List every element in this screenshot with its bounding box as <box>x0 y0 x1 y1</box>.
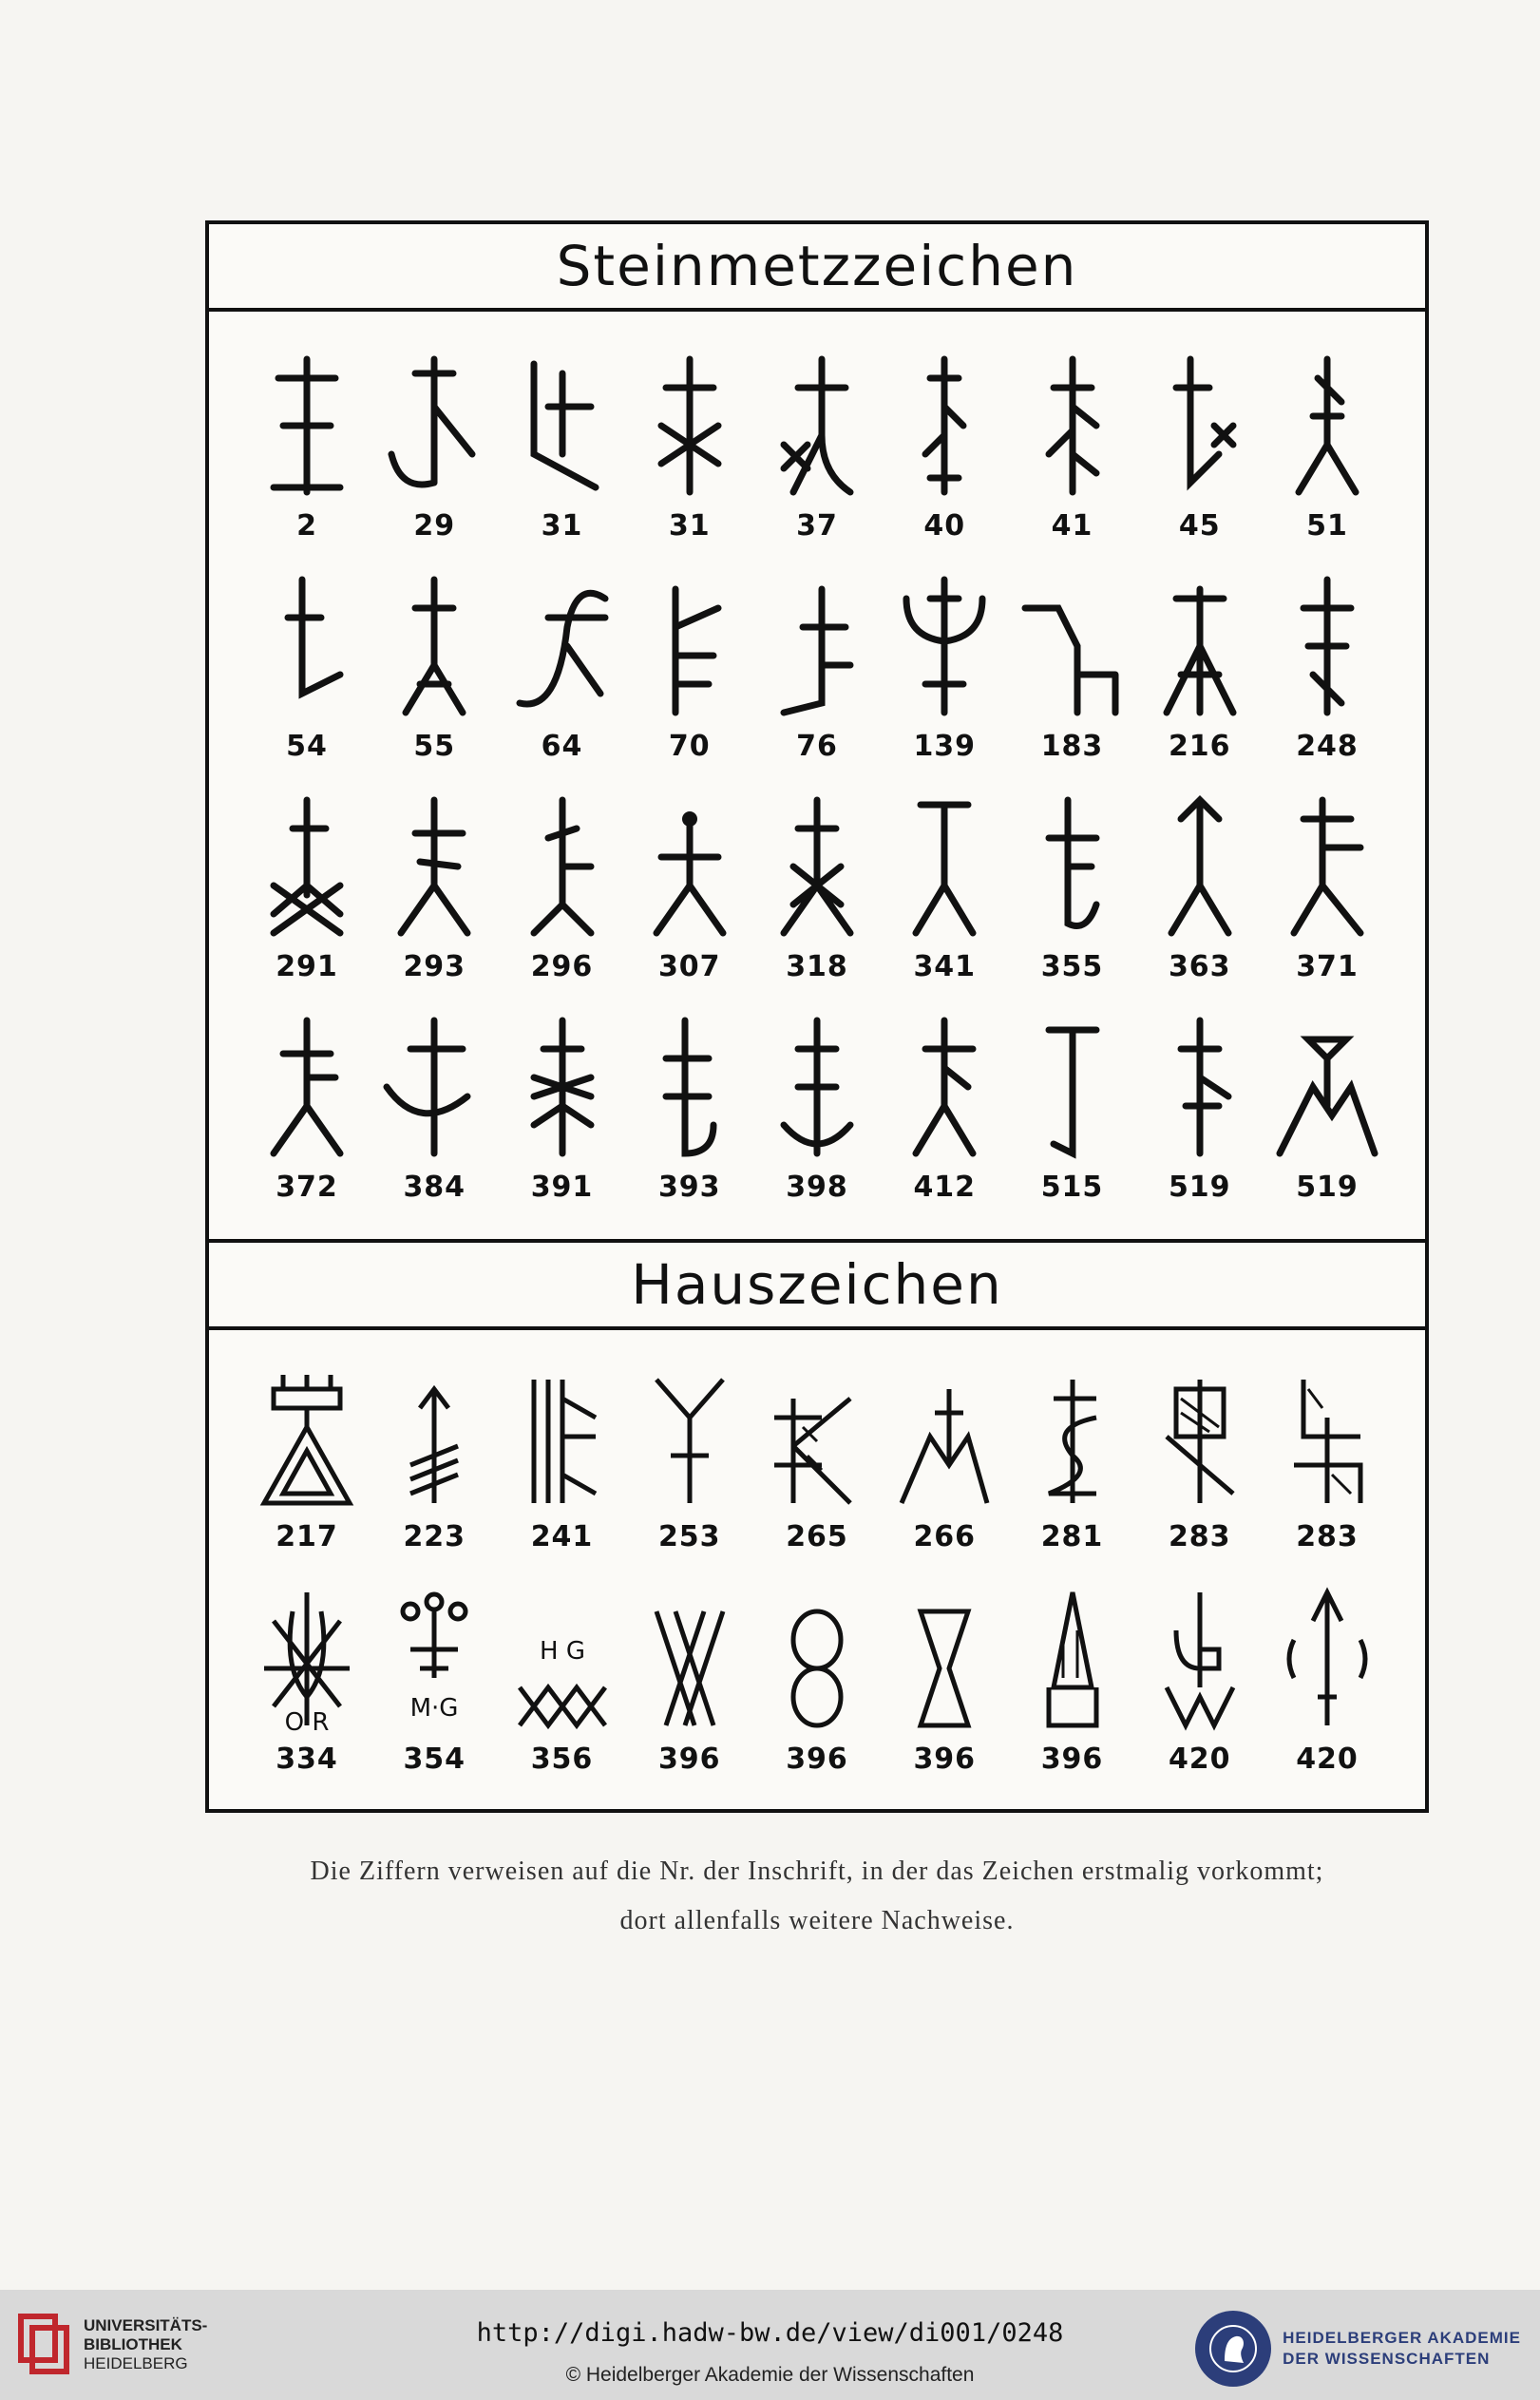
steinmetz-mark-number: 355 <box>1040 950 1104 983</box>
haus-mark-cell <box>374 1583 494 1805</box>
steinmetz-mark-cell <box>503 790 622 1011</box>
steinmetz-mark-cell <box>630 570 750 790</box>
steinmetz-mark-row <box>247 350 1387 570</box>
steinmetz-mark-glyph-icon <box>765 1011 869 1163</box>
steinmetz-mark-cell <box>757 570 877 790</box>
section-title-steinmetzzeichen: Steinmetzzeichen <box>209 224 1425 312</box>
steinmetz-mark-glyph-icon <box>1148 790 1252 943</box>
steinmetz-mark-number: 76 <box>796 730 838 763</box>
haus-mark-glyph-icon <box>1148 1361 1252 1513</box>
steinmetz-mark-number: 248 <box>1296 730 1359 763</box>
haus-mark-glyph-icon <box>1020 1583 1125 1735</box>
steinmetz-mark-glyph-icon <box>1148 1011 1252 1163</box>
haus-mark-cell <box>630 1361 750 1583</box>
haus-mark-glyph-icon <box>255 1361 359 1513</box>
steinmetz-mark-cell <box>1267 790 1387 1011</box>
steinmetz-mark-cell <box>503 350 622 570</box>
haus-mark-glyph-icon <box>637 1361 742 1513</box>
hadw-logo[interactable] <box>1195 2311 1521 2387</box>
steinmetz-mark-glyph-icon <box>382 790 486 943</box>
hadw-seal-icon <box>1195 2311 1271 2387</box>
steinmetz-mark-glyph-icon <box>1275 790 1379 943</box>
haus-mark-cell <box>1013 1361 1132 1583</box>
haus-mark-number: 356 <box>530 1743 594 1776</box>
steinmetz-mark-number: 2 <box>296 509 317 543</box>
plate-frame <box>205 220 1429 1813</box>
haus-mark-number: 217 <box>276 1520 338 1553</box>
steinmetz-mark-cell <box>1140 790 1260 1011</box>
ub-logo-line-3: HEIDELBERG <box>84 2354 188 2372</box>
steinmetz-mark-cell <box>884 570 1004 790</box>
steinmetz-mark-glyph-icon <box>1020 1011 1125 1163</box>
haus-mark-number: 396 <box>786 1743 848 1776</box>
hadw-logo-line-1: HEIDELBERGER AKADEMIE <box>1283 2329 1521 2347</box>
haus-mark-cell <box>247 1583 367 1805</box>
haus-mark-glyph-icon <box>765 1361 869 1513</box>
steinmetz-mark-glyph-icon <box>1148 570 1252 722</box>
steinmetz-mark-cell <box>1267 1011 1387 1231</box>
steinmetz-mark-cell <box>374 1011 494 1231</box>
haus-mark-cell <box>374 1361 494 1583</box>
steinmetz-mark-cell <box>503 570 622 790</box>
steinmetz-mark-glyph-icon <box>510 570 615 722</box>
steinmetz-mark-number: 55 <box>413 730 456 763</box>
steinmetz-mark-glyph-icon <box>1148 350 1252 502</box>
steinmetz-mark-number: 70 <box>668 730 711 763</box>
steinmetz-mark-number: 45 <box>1178 509 1221 543</box>
steinmetz-mark-number: 398 <box>786 1171 848 1204</box>
steinmetz-mark-cell <box>757 1011 877 1231</box>
steinmetz-mark-number: 318 <box>786 950 848 983</box>
haus-mark-number: 283 <box>1168 1520 1231 1553</box>
steinmetz-mark-number: 296 <box>530 950 594 983</box>
steinmetz-mark-glyph-icon <box>382 1011 486 1163</box>
steinmetz-mark-glyph-icon <box>637 350 742 502</box>
haus-mark-cell <box>1267 1361 1387 1583</box>
steinmetz-mark-number: 31 <box>541 509 583 543</box>
steinmetz-mark-number: 54 <box>286 730 328 763</box>
haus-mark-number: 266 <box>913 1520 977 1553</box>
haus-grid <box>247 1361 1387 1805</box>
haus-mark-number: 253 <box>657 1520 721 1553</box>
haus-mark-number: 281 <box>1040 1520 1104 1553</box>
steinmetz-mark-cell <box>247 350 367 570</box>
haus-mark-glyph-icon <box>510 1583 615 1735</box>
ub-logo-line-2: BIBLIOTHEK <box>84 2335 182 2353</box>
steinmetz-mark-number: 307 <box>657 950 721 983</box>
steinmetz-mark-number: 293 <box>403 950 466 983</box>
haus-mark-glyph-icon <box>382 1361 486 1513</box>
haus-mark-number: 354 <box>403 1743 466 1776</box>
mark-inscription: O R <box>284 1708 330 1735</box>
steinmetz-mark-number: 363 <box>1168 950 1231 983</box>
steinmetz-mark-glyph-icon <box>765 350 869 502</box>
steinmetz-mark-cell <box>1013 570 1132 790</box>
copyright-notice: © Heidelberger Akademie der Wissenschaften <box>565 2364 975 2386</box>
steinmetz-mark-row <box>247 790 1387 1011</box>
steinmetz-mark-number: 51 <box>1306 509 1348 543</box>
steinmetz-mark-cell <box>1013 790 1132 1011</box>
steinmetz-mark-number: 183 <box>1040 730 1104 763</box>
steinmetz-mark-cell <box>884 1011 1004 1231</box>
steinmetz-mark-cell <box>630 790 750 1011</box>
haus-mark-cell <box>1140 1583 1260 1805</box>
steinmetz-mark-glyph-icon <box>510 350 615 502</box>
steinmetz-mark-glyph-icon <box>382 350 486 502</box>
haus-mark-row <box>247 1583 1387 1805</box>
caption-line-2: dort allenfalls weitere Nachweise. <box>619 1906 1015 1935</box>
steinmetz-mark-glyph-icon <box>255 790 359 943</box>
permalink-url[interactable]: http://digi.hadw-bw.de/view/di001/0248 <box>476 2318 1064 2348</box>
steinmetz-mark-glyph-icon <box>892 790 997 943</box>
steinmetz-mark-glyph-icon <box>765 790 869 943</box>
steinmetz-mark-cell <box>374 350 494 570</box>
steinmetz-mark-number: 29 <box>413 509 456 543</box>
steinmetz-mark-glyph-icon <box>765 570 869 722</box>
steinmetz-mark-glyph-icon <box>255 1011 359 1163</box>
haus-mark-number: 396 <box>1040 1743 1104 1776</box>
haus-mark-glyph-icon <box>765 1583 869 1735</box>
section-title-hauszeichen: Hauszeichen <box>209 1239 1425 1330</box>
steinmetz-mark-cell <box>247 1011 367 1231</box>
steinmetz-mark-number: 393 <box>657 1171 721 1204</box>
haus-mark-glyph-icon <box>382 1583 486 1735</box>
plate-caption <box>205 1847 1429 1946</box>
haus-mark-number: 396 <box>657 1743 721 1776</box>
haus-mark-cell <box>1013 1583 1132 1805</box>
mark-inscription: H G <box>539 1637 585 1666</box>
steinmetz-mark-glyph-icon <box>1020 570 1125 722</box>
haus-mark-number: 241 <box>530 1520 594 1553</box>
steinmetz-mark-number: 515 <box>1040 1171 1104 1204</box>
haus-mark-cell <box>1140 1361 1260 1583</box>
steinmetz-mark-number: 41 <box>1051 509 1093 543</box>
steinmetz-mark-cell <box>247 570 367 790</box>
haus-mark-glyph-icon <box>892 1361 997 1513</box>
steinmetz-mark-cell <box>1140 570 1260 790</box>
steinmetz-mark-cell <box>757 350 877 570</box>
steinmetz-mark-cell <box>1140 350 1260 570</box>
haus-mark-cell <box>757 1361 877 1583</box>
steinmetz-mark-glyph-icon <box>382 570 486 722</box>
haus-mark-number: 420 <box>1168 1743 1231 1776</box>
steinmetz-mark-glyph-icon <box>510 790 615 943</box>
haus-mark-number: 396 <box>913 1743 977 1776</box>
steinmetz-mark-cell <box>1013 1011 1132 1231</box>
steinmetz-mark-number: 519 <box>1168 1171 1231 1204</box>
steinmetz-mark-cell <box>374 790 494 1011</box>
haus-mark-cell <box>503 1583 622 1805</box>
haus-mark-number: 265 <box>786 1520 848 1553</box>
steinmetz-mark-cell <box>884 350 1004 570</box>
haus-mark-glyph-icon <box>637 1583 742 1735</box>
haus-mark-number: 334 <box>276 1743 338 1776</box>
steinmetz-mark-glyph-icon <box>1020 350 1125 502</box>
steinmetz-mark-number: 391 <box>530 1171 594 1204</box>
steinmetz-mark-number: 291 <box>276 950 338 983</box>
haus-mark-cell <box>884 1361 1004 1583</box>
steinmetz-mark-glyph-icon <box>1020 790 1125 943</box>
steinmetz-mark-glyph-icon <box>1275 570 1379 722</box>
steinmetz-mark-number: 216 <box>1168 730 1231 763</box>
steinmetz-mark-glyph-icon <box>892 350 997 502</box>
mark-inscription: M·G <box>409 1694 459 1723</box>
steinmetz-mark-number: 341 <box>913 950 977 983</box>
hadw-logo-line-2: DER WISSENSCHAFTEN <box>1283 2350 1491 2368</box>
steinmetz-mark-glyph-icon <box>892 570 997 722</box>
steinmetz-mark-number: 31 <box>668 509 711 543</box>
haus-mark-number: 283 <box>1296 1520 1359 1553</box>
haus-mark-glyph-icon <box>1275 1583 1379 1735</box>
steinmetz-mark-number: 384 <box>403 1171 466 1204</box>
steinmetz-mark-number: 519 <box>1296 1171 1359 1204</box>
haus-mark-cell <box>503 1361 622 1583</box>
haus-mark-glyph-icon <box>1020 1361 1125 1513</box>
haus-mark-cell <box>247 1361 367 1583</box>
steinmetz-mark-glyph-icon <box>1275 350 1379 502</box>
steinmetz-mark-cell <box>374 570 494 790</box>
steinmetz-mark-number: 372 <box>276 1171 338 1204</box>
ub-logo-line-1: UNIVERSITÄTS- <box>84 2316 208 2334</box>
haus-mark-cell <box>884 1583 1004 1805</box>
haus-mark-glyph-icon <box>892 1583 997 1735</box>
haus-mark-cell <box>630 1583 750 1805</box>
haus-mark-glyph-icon <box>1148 1583 1252 1735</box>
steinmetz-mark-glyph-icon <box>637 790 742 943</box>
steinmetz-mark-cell <box>247 790 367 1011</box>
steinmetz-mark-number: 40 <box>923 509 966 543</box>
steinmetz-mark-glyph-icon <box>637 570 742 722</box>
haus-mark-cell <box>757 1583 877 1805</box>
steinmetz-mark-glyph-icon <box>255 570 359 722</box>
steinmetz-mark-row <box>247 570 1387 790</box>
steinmetz-mark-number: 37 <box>796 509 838 543</box>
haus-mark-glyph-icon <box>1275 1361 1379 1513</box>
steinmetz-mark-number: 64 <box>541 730 583 763</box>
haus-mark-glyph-icon <box>510 1361 615 1513</box>
caption-line-1: Die Ziffern verweisen auf die Nr. der Inschrift, in der das Zeichen erstmalig vorkommt; <box>310 1857 1324 1886</box>
steinmetz-mark-cell <box>884 790 1004 1011</box>
haus-mark-number: 223 <box>403 1520 466 1553</box>
steinmetz-mark-cell <box>503 1011 622 1231</box>
haus-mark-cell <box>1267 1583 1387 1805</box>
steinmetz-mark-number: 371 <box>1296 950 1359 983</box>
steinmetz-mark-glyph-icon <box>1275 1011 1379 1163</box>
steinmetz-mark-glyph-icon <box>255 350 359 502</box>
steinmetz-mark-cell <box>1013 350 1132 570</box>
steinmetz-mark-cell <box>757 790 877 1011</box>
steinmetz-mark-row <box>247 1011 1387 1231</box>
steinmetz-mark-glyph-icon <box>637 1011 742 1163</box>
steinmetz-mark-number: 412 <box>913 1171 977 1204</box>
haus-mark-glyph-icon <box>255 1583 359 1735</box>
steinmetz-mark-glyph-icon <box>510 1011 615 1163</box>
steinmetz-mark-cell <box>1267 570 1387 790</box>
haus-mark-number: 420 <box>1296 1743 1359 1776</box>
footer-bar <box>0 2290 1540 2400</box>
haus-mark-row <box>247 1361 1387 1583</box>
steinmetz-mark-cell <box>1140 1011 1260 1231</box>
steinmetz-mark-cell <box>630 350 750 570</box>
steinmetz-mark-glyph-icon <box>892 1011 997 1163</box>
steinmetz-mark-cell <box>630 1011 750 1231</box>
steinmetz-mark-number: 139 <box>913 730 977 763</box>
steinmetz-mark-cell <box>1267 350 1387 570</box>
steinmetz-grid <box>247 350 1387 1231</box>
